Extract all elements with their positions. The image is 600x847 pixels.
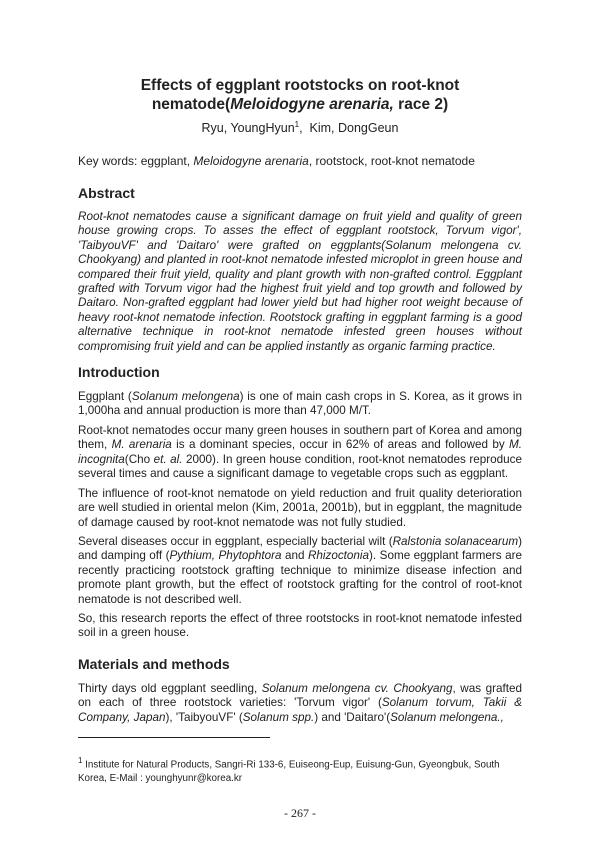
title-species: Meloidogyne arenaria, [230,96,394,113]
page-number: - 267 - [284,806,316,820]
title-text: nematode( [151,96,231,113]
authors [0,120,600,135]
author-2: Kim, DongGeun [309,121,399,136]
keyword-species: Meloidogyne arenaria [193,154,309,168]
intro-paragraph-1: Eggplant (Solanum melongena) is one of main cash crops in S. Korea, as it grows in 1,000ha and annual production is more than 47,000 M/T. [78,390,522,418]
keywords-rest: , rootstock, root-knot nematode [308,154,475,168]
footnote-mark: 1 [78,756,83,765]
methods-paragraph-1: Thirty days old eggplant seedling, Solanum melongena cv. Chookyang, was grafted on each of three rootstock varieties: 'Torvum vigor' (Solanum torvum, Takii & Company, Japan), 'TaibyouVF' (Solanum spp.) and 'Daitaro'(Solanum melongena., [78,682,522,724]
paper-title-line-2 [0,95,600,115]
abstract-heading: Abstract [78,185,135,201]
footnote [78,754,522,785]
intro-paragraph-4: Several diseases occur in eggplant, especially bacterial wilt (Ralstonia solanacearum) and damping off (Pythium, Phytophtora and Rhizoctonia). Some eggplant farmers are recently practicing rootstock grafting technique to minimize disease infection and promote plant growth, but the effect of rootstock grafting for the control of root-knot nematode is not described well. [78,535,522,606]
intro-paragraph-3: The influence of root-knot nematode on yield reduction and fruit quality deterioration are well studied in oriental melon (Kim, 2001a, 2001b), but in eggplant, the magnitude of damage caused by root-knot nematode was not fully studied. [78,487,522,529]
intro-paragraph-2: Root-knot nematodes occur many green houses in southern part of Korea and among them, M. arenaria is a dominant species, occur in 62% of areas and followed by M. incognita(Cho et. al. 2000). In green house condition, root-knot nematodes reproduce several times and cause a significant damage to vegetable crops such as eggplant. [78,424,522,481]
footnote-divider [78,737,270,738]
keywords-label: Key words: eggplant, [78,154,194,168]
methods-heading: Materials and methods [78,656,230,672]
abstract-text: Root-knot nematodes cause a significant damage on fruit yield and quality of green house growing crops. To asses the effect of eggplant rootstock, Torvum vigor', 'TaibyouVF' and 'Daitaro' were grafted on eggplants(Solanum melongena cv. Chookyang) and planted in root-knot nematode infested microplot in green house and compared their fruit yield, quality and plant growth with non-grafted control. Eggplant grafted with Torvum vigor had the highest fruit yield and top growth and followed by Daitaro. Non-grafted eggplant had lower yield but had higher root weight because of heavy root-knot nematode infection. Rootstock grafting in eggplant farming is a good alternative technique in root-knot nematode infested green houses without compromising fruit yield and can be applied instantly as organic farming practice. [78,210,522,353]
intro-paragraph-5: So, this research reports the effect of three rootstocks in root-knot nematode infested soil in a green house. [78,612,522,640]
footnote-text: Institute for Natural Products, Sangri-Ri 133-6, Euiseong-Eup, Euisung-Gun, Gyeongbuk, South Korea, E-Mail : younghyunr@korea.kr [78,759,500,784]
author-1: Ryu, YoungHyun [201,121,295,136]
paper-title-line-1: Effects of eggplant rootstocks on root-knot [140,77,460,94]
keywords [78,154,538,168]
introduction-heading: Introduction [78,364,160,380]
author-1-affiliation-mark: 1 [294,120,300,129]
title-race: race 2) [393,96,449,113]
author-separator: , [299,121,310,136]
